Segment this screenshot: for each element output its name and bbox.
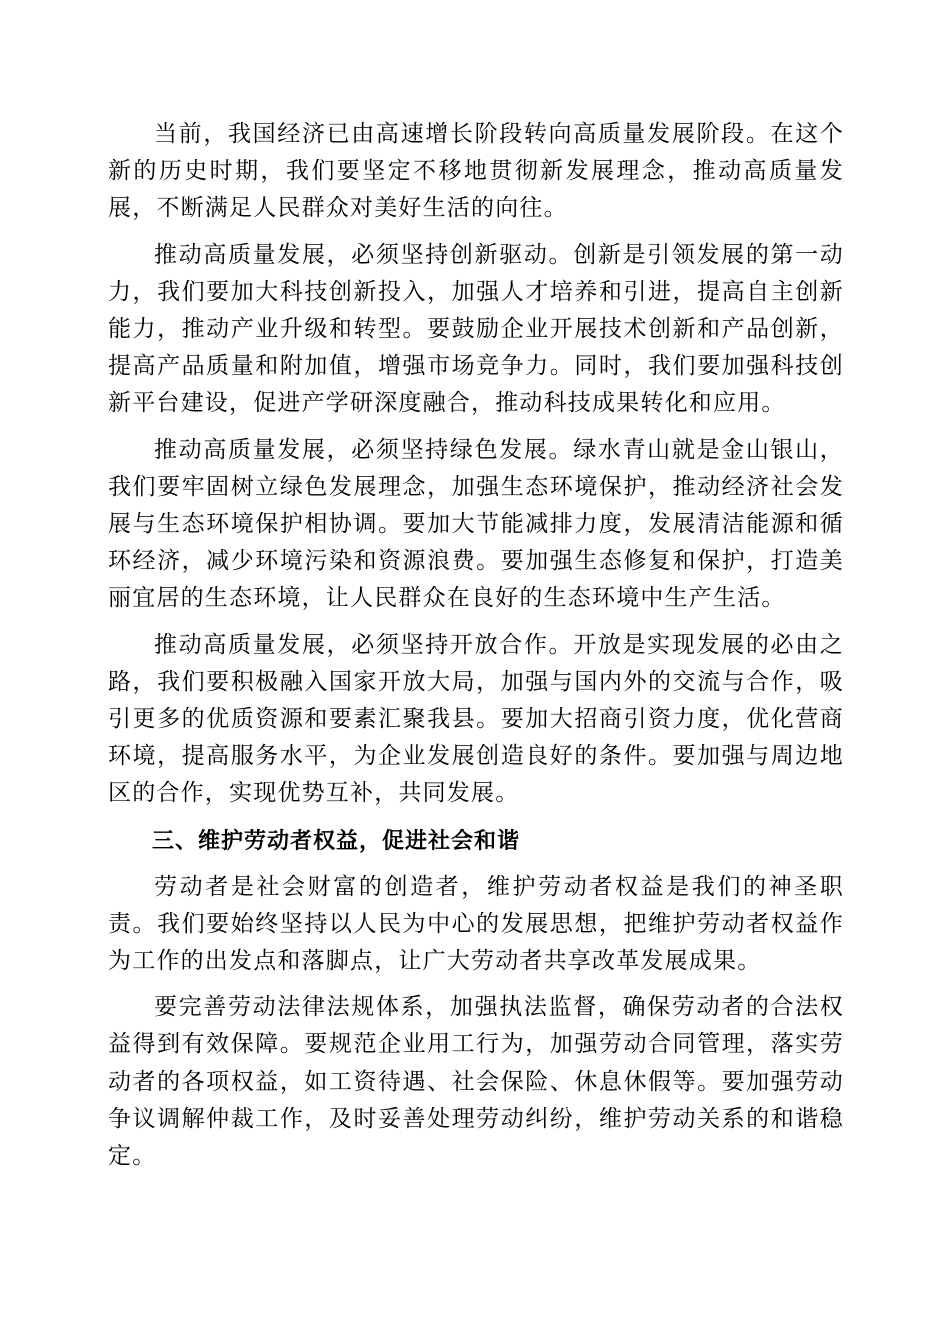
paragraph-high-quality-development: 当前，我国经济已由高速增长阶段转向高质量发展阶段。在这个新的历史时期，我们要坚定不移地贯彻新发展理念，推动高质量发展，不断满足人民群众对美好生活的向往。 bbox=[108, 121, 844, 222]
paragraph-green-development: 推动高质量发展，必须坚持绿色发展。绿水青山就是金山银山，我们要牢固树立绿色发展理念，加强生态环境保护，推动经济社会发展与生态环境保护相协调。要加大节能减排力度，发展清洁能源和循环经济，减少环境污染和资源浪费。要加强生态修复和保护，打造美丽宜居的生态环境，让人民群众在良好的生态环境中生产生活。 bbox=[108, 436, 844, 612]
paragraph-open-cooperation: 推动高质量发展，必须坚持开放合作。开放是实现发展的必由之路，我们要积极融入国家开放大局，加强与国内外的交流与合作，吸引更多的优质资源和要素汇聚我县。要加大招商引资力度，优化营商环境，提高服务水平，为企业发展创造良好的条件。要加强与周边地区的合作，实现优势互补，共同发展。 bbox=[108, 631, 844, 807]
paragraph-innovation-driven: 推动高质量发展，必须坚持创新驱动。创新是引领发展的第一动力，我们要加大科技创新投入，加强人才培养和引进，提高自主创新能力，推动产业升级和转型。要鼓励企业开展技术创新和产品创新，提高产品质量和附加值，增强市场竞争力。同时，我们要加强科技创新平台建设，促进产学研深度融合，推动科技成果转化和应用。 bbox=[108, 241, 844, 417]
section-heading-worker-rights: 三、维护劳动者权益，促进社会和谐 bbox=[152, 828, 521, 854]
paragraph-worker-rights-intro: 劳动者是社会财富的创造者，维护劳动者权益是我们的神圣职责。我们要始终坚持以人民为中心的发展思想，把维护劳动者权益作为工作的出发点和落脚点，让广大劳动者共享改革发展成果。 bbox=[108, 873, 844, 975]
paragraph-labor-law-system: 要完善劳动法律法规体系，加强执法监督，确保劳动者的合法权益得到有效保障。要规范企业用工行为，加强劳动合同管理，落实劳动者的各项权益，如工资待遇、社会保险、休息休假等。要加强劳动争议调解仲裁工作，及时妥善处理劳动纠纷，维护劳动关系的和谐稳定。 bbox=[108, 994, 844, 1170]
